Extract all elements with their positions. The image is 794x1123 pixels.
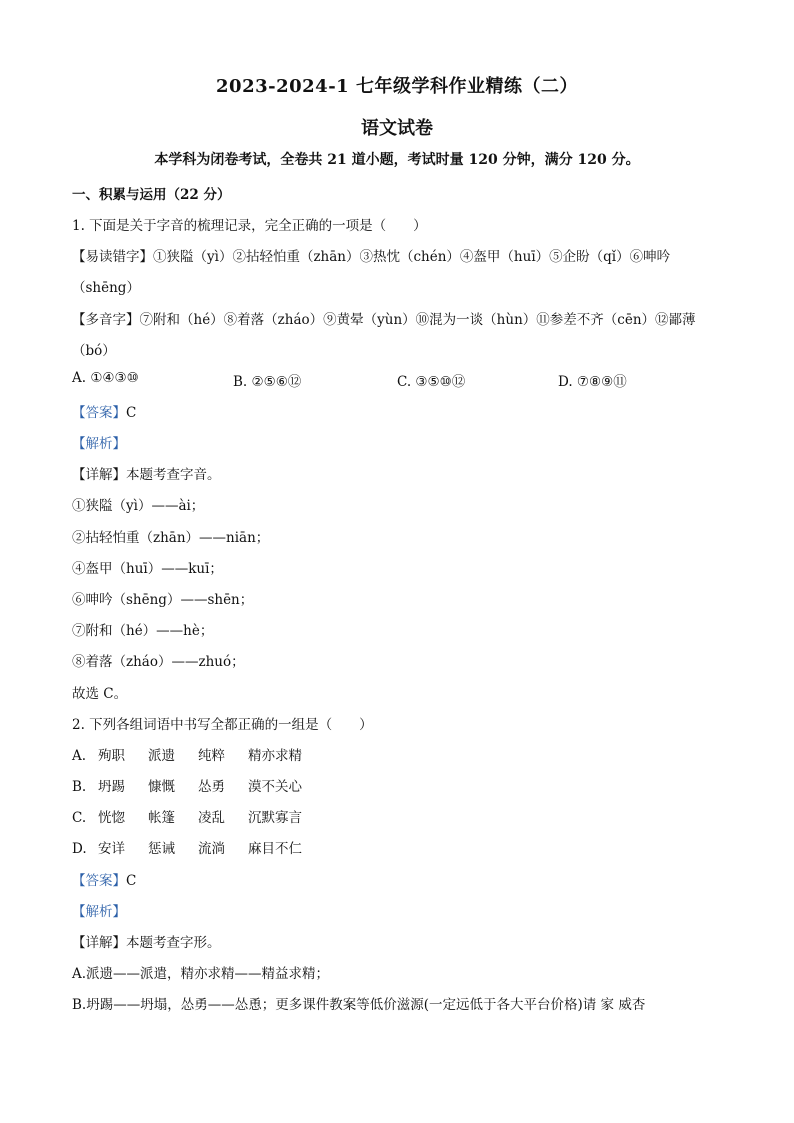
detail-label: 【详解】 [72, 467, 126, 483]
q1-analysis-label: 【解析】 [72, 436, 126, 452]
section-heading: 一、积累与运用（22 分） [72, 187, 231, 203]
option-letter: B. [72, 779, 87, 795]
option-word: 殉职 [98, 748, 125, 764]
detail-label: 【详解】 [72, 935, 126, 951]
option-word: 麻目不仁 [248, 841, 302, 857]
q1-point: ⑦附和（hé）——hè； [72, 623, 214, 639]
option-word: 纯粹 [198, 748, 225, 764]
option-word: 精亦求精 [248, 748, 302, 764]
q2-option-a [72, 744, 302, 764]
option-word: 流淌 [198, 841, 225, 857]
q2-point: A.派遗——派遣，精亦求精——精益求精； [72, 966, 330, 982]
answer-value: C [126, 873, 137, 889]
document-subtitle: 语文试卷 [361, 118, 433, 139]
document-title: 2023-2024-1 七年级学科作业精练（二） [216, 76, 578, 97]
q2-point: B.坍踢——坍塌，怂勇——怂恿；更多课件教案等低价滋源(一定远低于各大平台价格)请 家 威杏 [72, 997, 646, 1013]
q1-line1: 【易读错字】①狭隘（yì）②拈轻怕重（zhān）③热忱（chén）④盔甲（huī）⑤企盼（qǐ）⑥呻吟 [72, 249, 671, 265]
q1-point: ⑥呻吟（shēng）——shēn； [72, 592, 254, 608]
q1-stem: 1. 下面是关于字音的梳理记录，完全正确的一项是（ ） [72, 218, 427, 234]
option-word: 帐篷 [148, 810, 175, 826]
option-word: 恍惚 [98, 810, 125, 826]
q1-line3: 【多音字】⑦附和（hé）⑧着落（zháo）⑨黄晕（yùn）⑩混为一谈（hùn）⑪参差不齐（cēn）⑫鄙薄 [72, 312, 696, 328]
option-word: 慷慨 [148, 779, 175, 795]
option-word: 漠不关心 [248, 779, 302, 795]
q2-answer [72, 869, 136, 889]
option-word: 怂勇 [198, 779, 225, 795]
q1-option-c: C. ③⑤⑩⑫ [397, 374, 466, 390]
q1-detail [72, 463, 221, 483]
q1-point: ④盔甲（huī）——kuī； [72, 561, 223, 577]
q1-option-d: D. ⑦⑧⑨⑪ [558, 374, 627, 390]
q2-detail [72, 931, 221, 951]
option-word: 派遗 [148, 748, 175, 764]
q2-option-d [72, 837, 302, 857]
q1-point: ①狭隘（yì）——ài； [72, 498, 205, 514]
option-word: 惩诫 [148, 841, 175, 857]
q1-point: ②拈轻怕重（zhān）——niān； [72, 530, 270, 546]
option-word: 坍踢 [98, 779, 125, 795]
answer-value: C [126, 405, 137, 421]
option-word: 安详 [98, 841, 125, 857]
exam-notice: 本学科为闭卷考试，全卷共 21 道小题，考试时量 120 分钟，满分 120 分。 [154, 152, 640, 168]
option-letter: A. [72, 748, 87, 764]
detail-text: 本题考查字形。 [126, 935, 221, 951]
q2-analysis-label: 【解析】 [72, 904, 126, 920]
q1-line4: （bó） [72, 343, 116, 359]
option-word: 沉默寡言 [248, 810, 302, 826]
answer-label: 【答案】 [72, 873, 126, 889]
q1-answer [72, 401, 136, 421]
q1-conclusion: 故选 C。 [72, 686, 128, 702]
q1-option-b: B. ②⑤⑥⑫ [233, 374, 302, 390]
q1-line2: （shēng） [72, 280, 140, 296]
q2-stem: 2. 下列各组词语中书写全都正确的一组是（ ） [72, 717, 373, 733]
q1-point: ⑧着落（zháo）——zhuó； [72, 654, 245, 670]
option-word: 凌乱 [198, 810, 225, 826]
q2-option-b [72, 775, 302, 795]
option-letter: C. [72, 810, 87, 826]
option-letter: D. [72, 841, 87, 857]
q1-option-a: A. ①④③⑩ [72, 370, 139, 386]
q2-option-c [72, 806, 302, 826]
detail-text: 本题考查字音。 [126, 467, 221, 483]
answer-label: 【答案】 [72, 405, 126, 421]
